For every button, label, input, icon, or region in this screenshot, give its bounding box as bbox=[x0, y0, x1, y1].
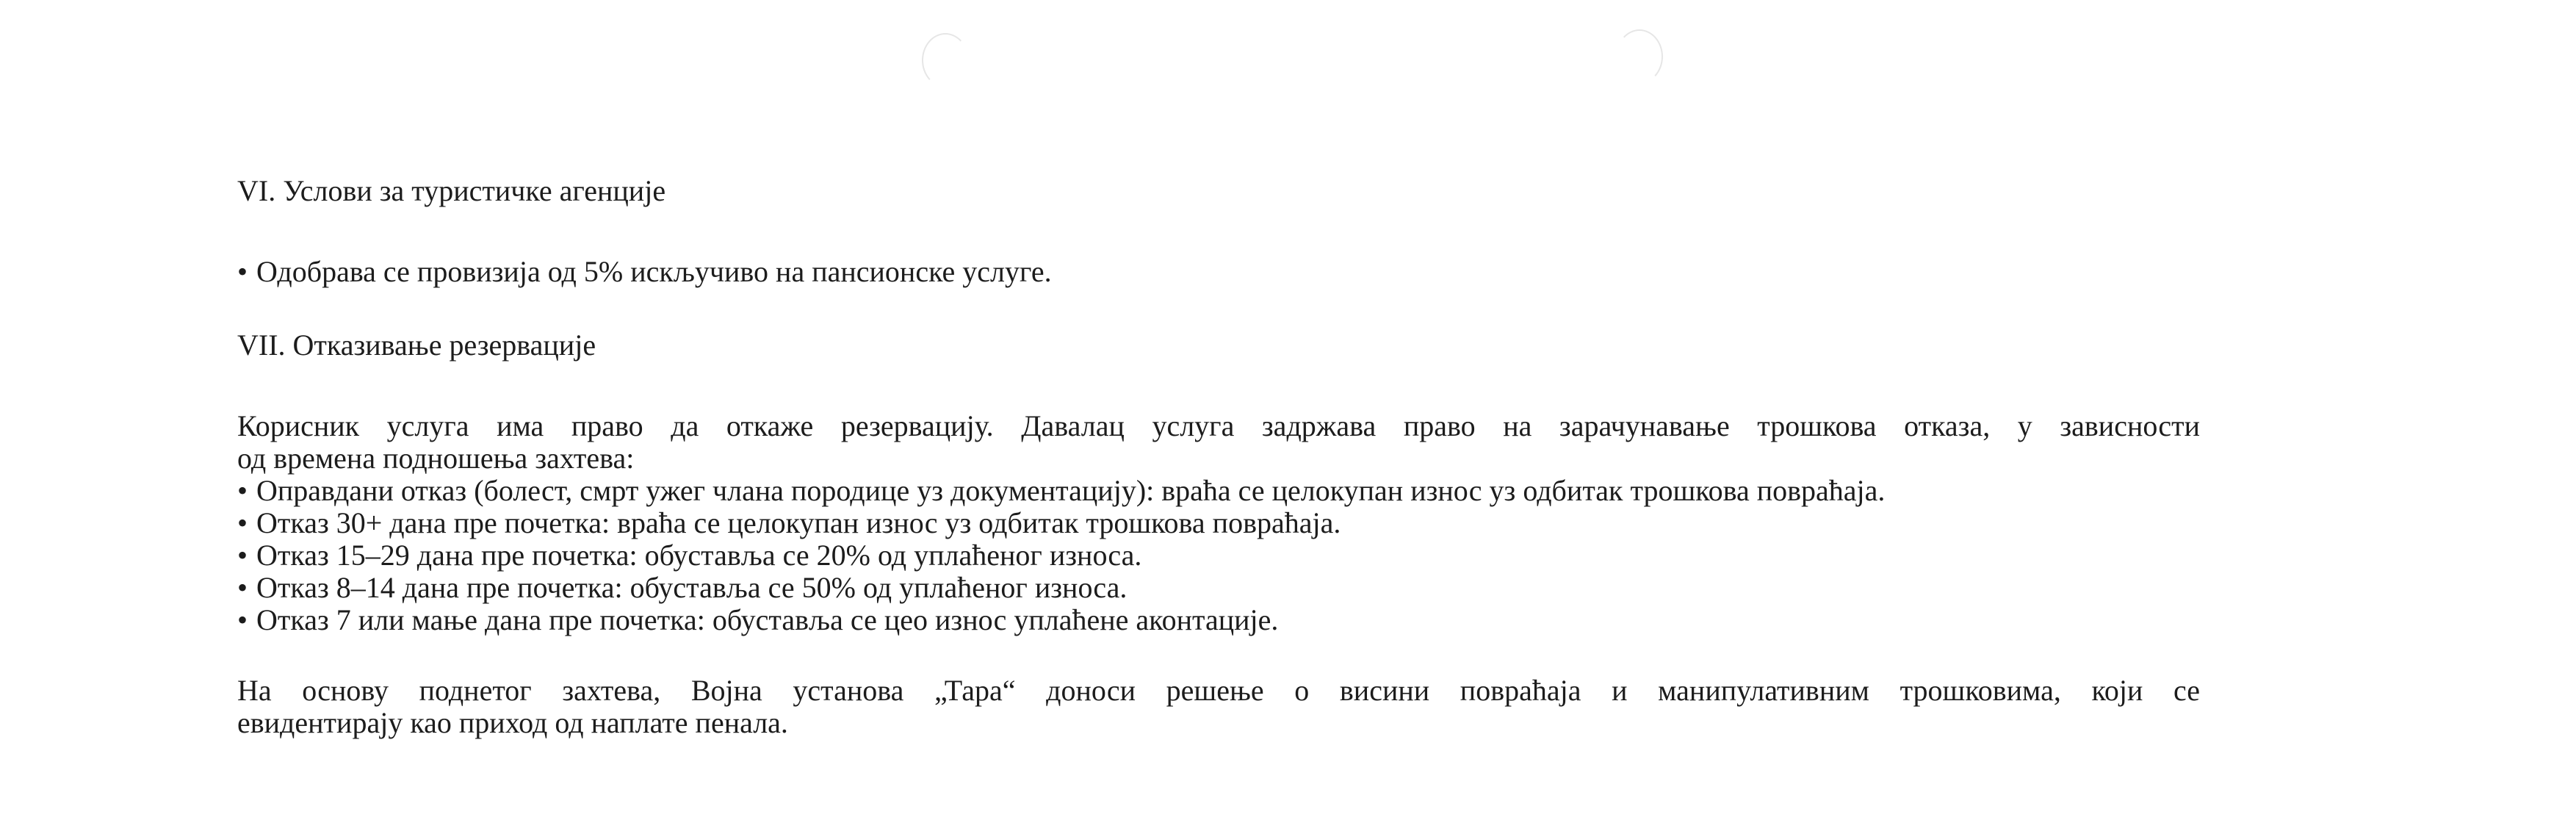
section-7-intro-line-1: Корисник услуга има право да откаже резервацију. Давалац услуга задржава право на зарачунавање трошкова отказа, у зависности bbox=[237, 409, 2200, 442]
scan-artifact bbox=[1616, 29, 1663, 84]
section-7-closing-line-2: евидентирају као приход од наплате пенала. bbox=[237, 706, 788, 739]
section-7-bullet: • Отказ 15–29 дана пре почетка: обуставља се 20% од уплаћеног износа. bbox=[237, 539, 1142, 572]
section-7-bullet: • Оправдани отказ (болест, смрт ужег члана породице уз документацију): враћа се целокупан износ уз одбитак трошкова повраћаја. bbox=[237, 474, 1886, 507]
section-7-bullet: • Отказ 7 или мање дана пре почетка: обуставља се цео износ уплаћене аконтације. bbox=[237, 603, 1279, 636]
document-body bbox=[237, 175, 2220, 739]
section-7-closing-line-1: На основу поднетог захтева, Војна установа „Тара“ доноси решење о висини повраћаја и манипулативним трошковима, који се bbox=[237, 674, 2200, 707]
section-6-heading: VI. Услови за туристичке агенције bbox=[237, 174, 666, 207]
section-7-heading: VII. Отказивање резервације bbox=[237, 328, 596, 362]
section-7-bullet: • Отказ 30+ дана пре почетка: враћа се целокупан износ уз одбитак трошкова повраћаја. bbox=[237, 506, 1341, 539]
section-7-intro-line-2: од времена подношења захтева: bbox=[237, 442, 635, 475]
section-6-bullet: • Одобрава се провизија од 5% искључиво на пансионске услуге. bbox=[237, 255, 1052, 288]
scan-artifact bbox=[922, 33, 969, 87]
section-7-bullet: • Отказ 8–14 дана пре почетка: обуставља се 50% од уплаћеног износа. bbox=[237, 571, 1128, 604]
